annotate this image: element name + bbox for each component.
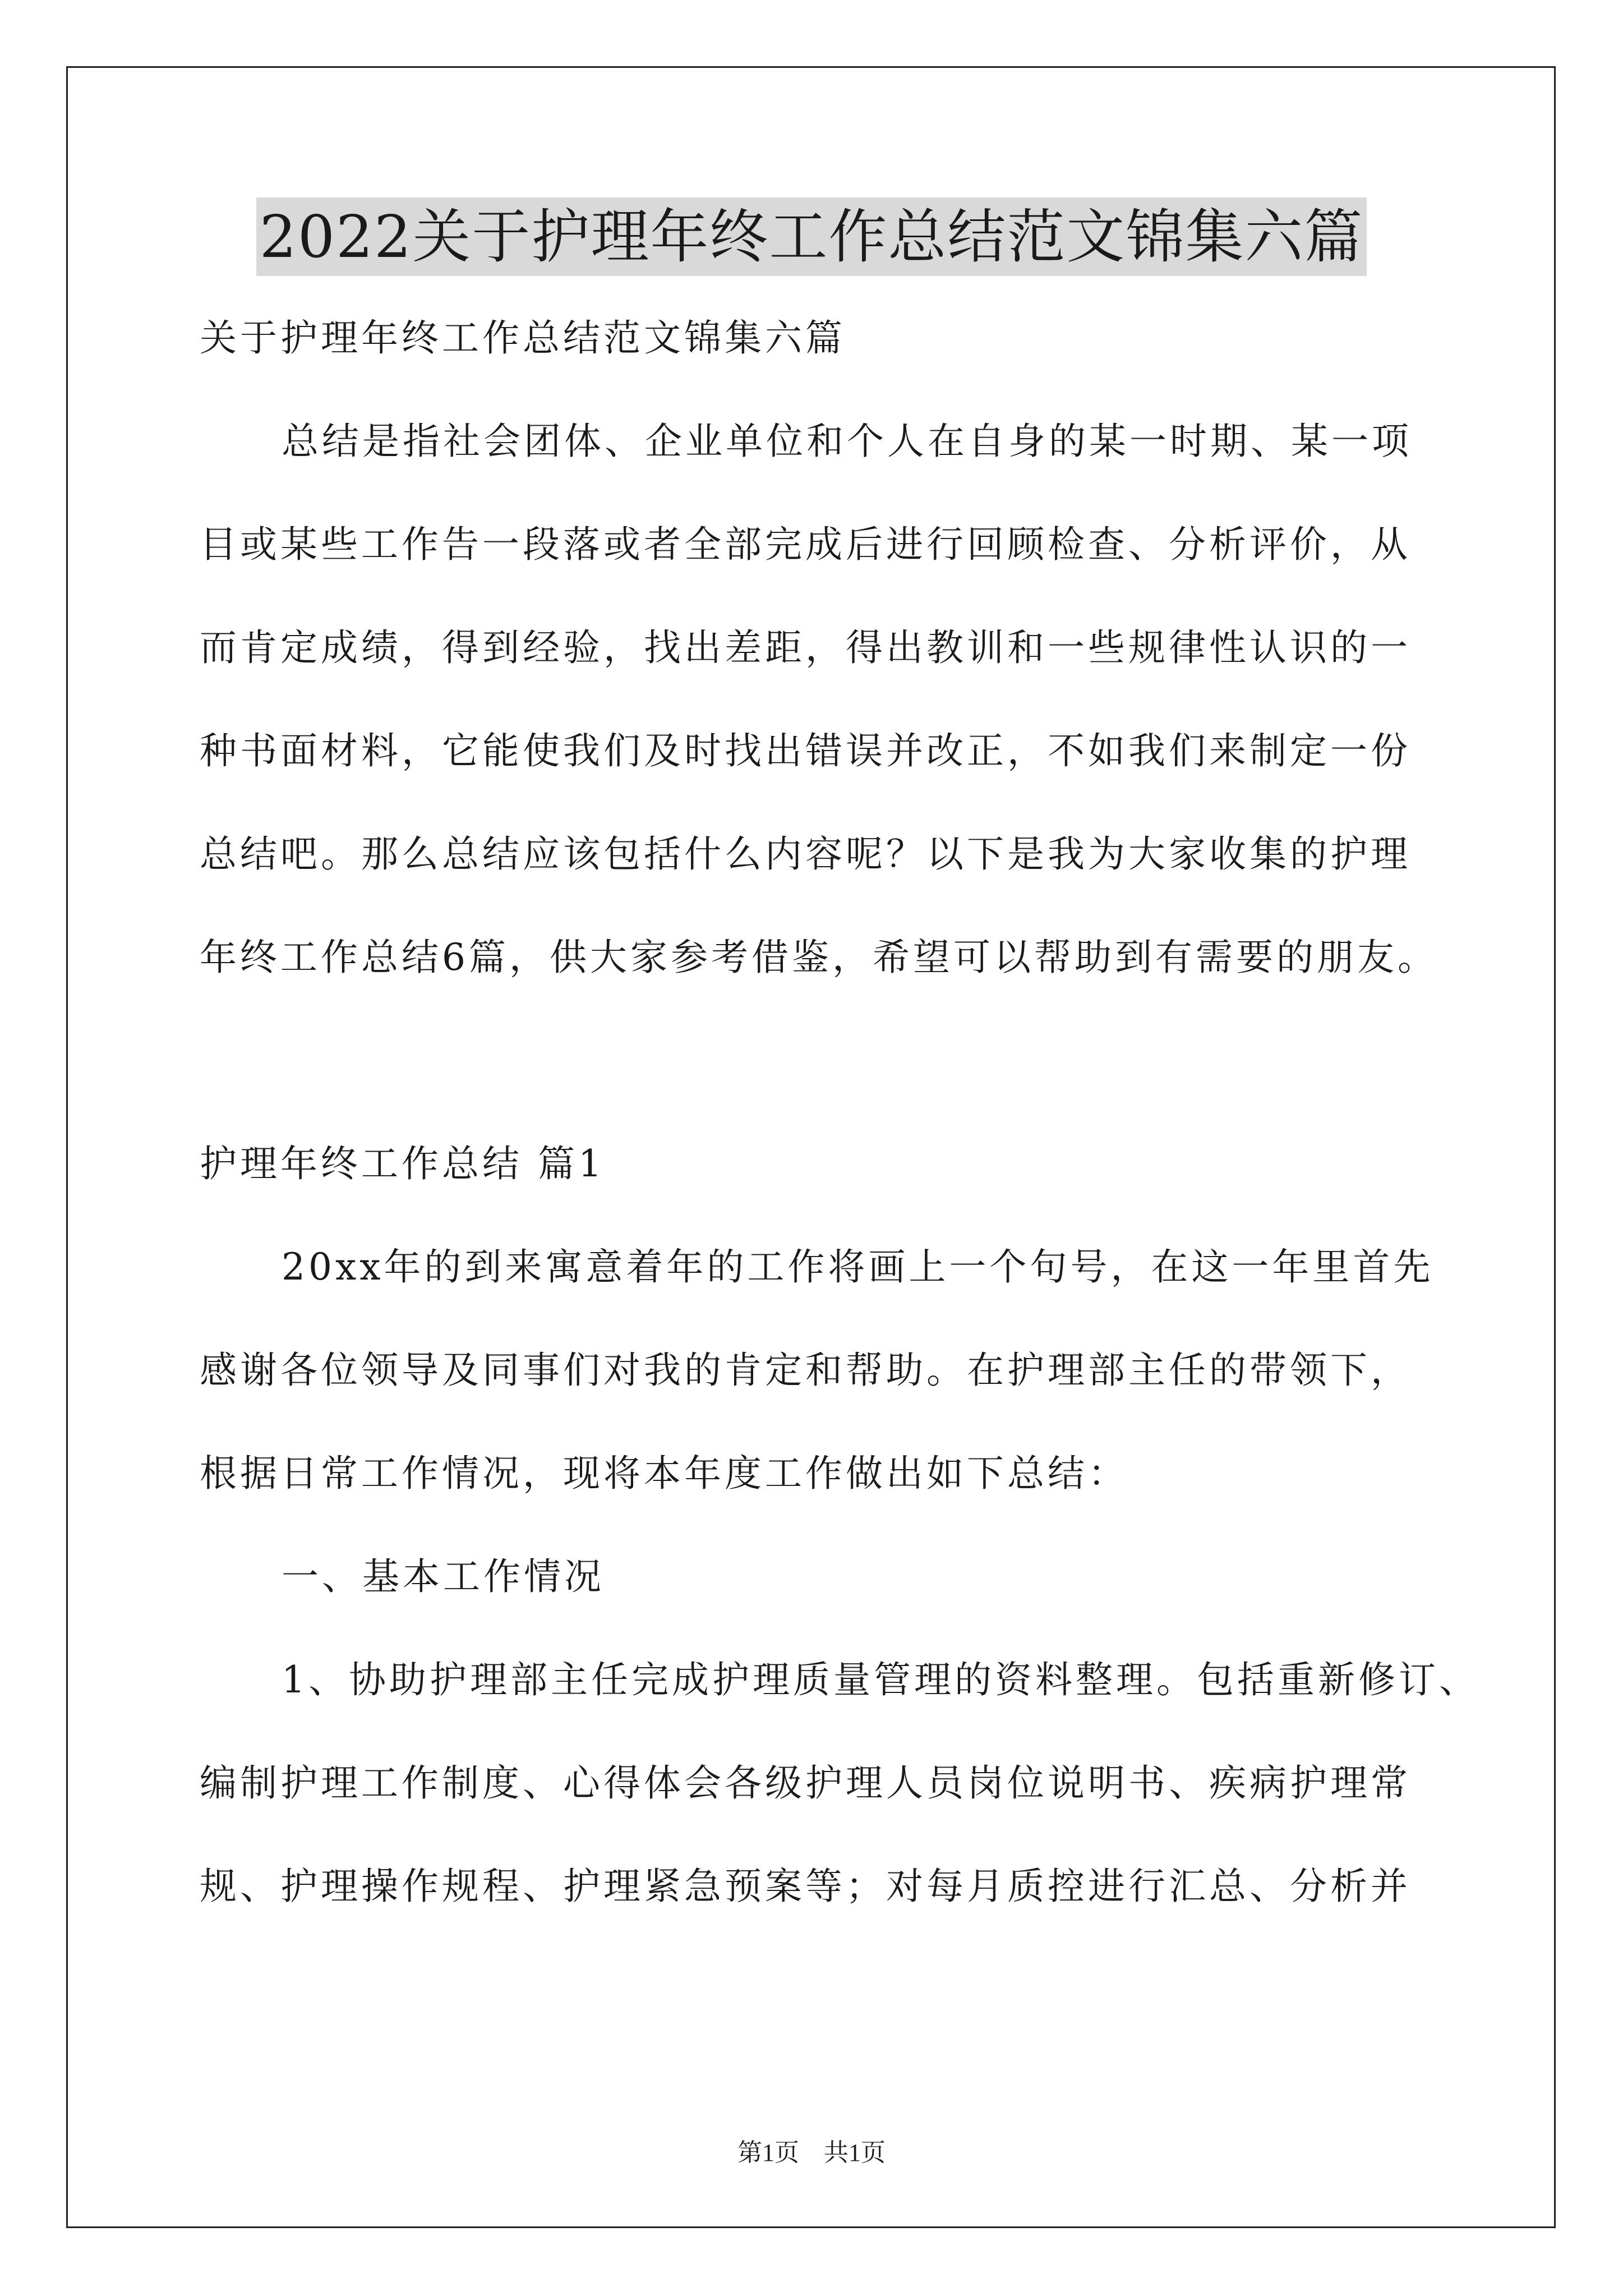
document-subtitle: 关于护理年终工作总结范文锦集六篇 [200, 316, 846, 360]
intro-line: 目或某些工作告一段落或者全部完成后进行回顾检查、分析评价，从 [200, 523, 1411, 566]
item-line: 规、护理操作规程、护理紧急预案等；对每月质控进行汇总、分析并 [200, 1865, 1411, 1908]
section-heading: 护理年终工作总结 篇1 [200, 1142, 605, 1185]
page-total: 共1页 [824, 2139, 886, 2166]
item-line: 编制护理工作制度、心得体会各级护理人员岗位说明书、疾病护理常 [200, 1761, 1411, 1805]
document-title: 2022关于护理年终工作总结范文锦集六篇 [256, 197, 1367, 276]
intro-line: 总结是指社会团体、企业单位和个人在自身的某一时期、某一项 [282, 420, 1412, 463]
section-line: 感谢各位领导及同事们对我的肯定和帮助。在护理部主任的带领下， [200, 1349, 1411, 1392]
intro-line: 而肯定成绩，得到经验，找出差距，得出教训和一些规律性认识的一 [200, 626, 1411, 669]
intro-line: 年终工作总结6篇，供大家参考借鉴，希望可以帮助到有需要的朋友。 [200, 936, 1438, 979]
section-line: 20xx年的到来寓意着年的工作将画上一个句号，在这一年里首先 [282, 1245, 1434, 1289]
paragraph-gap [200, 1030, 1428, 1133]
title-wrap [0, 197, 1623, 276]
intro-line: 种书面材料，它能使我们及时找出错误并改正，不如我们来制定一份 [200, 729, 1411, 772]
subheading: 一、基本工作情况 [282, 1555, 605, 1598]
document-body [200, 307, 1479, 1959]
item-line: 1、协助护理部主任完成护理质量管理的资料整理。包括重新修订、 [282, 1658, 1479, 1701]
page-number: 第1页 [737, 2139, 799, 2166]
page-footer [0, 2136, 1623, 2170]
intro-line: 总结吧。那么总结应该包括什么内容呢？以下是我为大家收集的护理 [200, 832, 1411, 876]
section-line: 根据日常工作情况，现将本年度工作做出如下总结： [200, 1452, 1128, 1495]
